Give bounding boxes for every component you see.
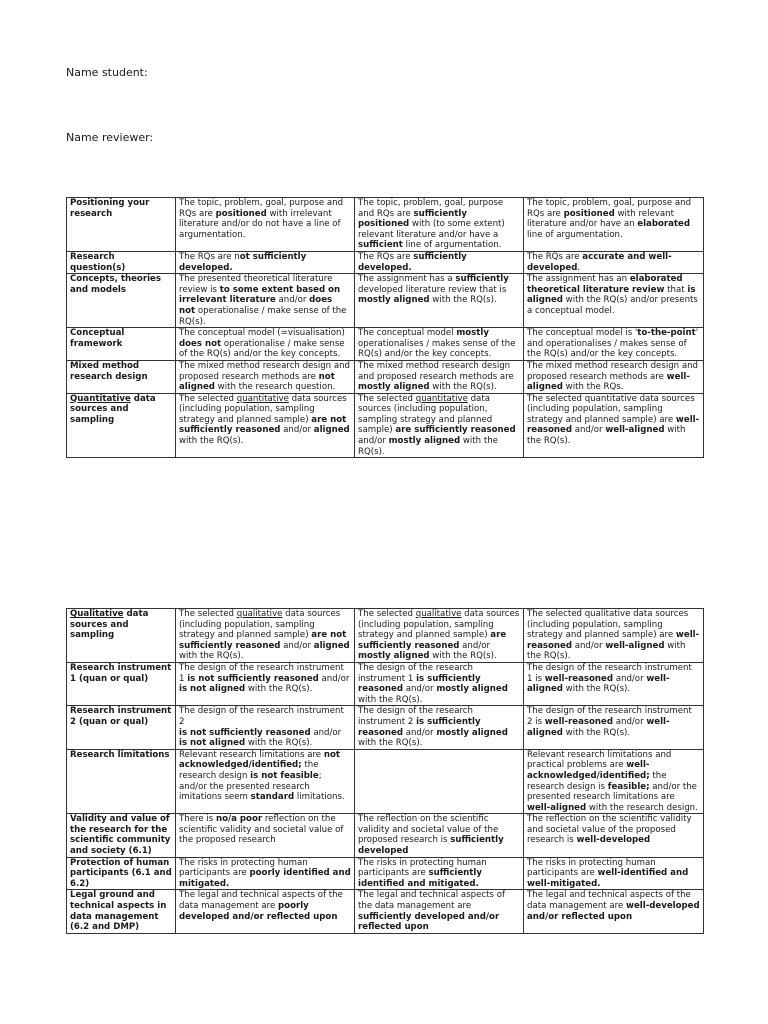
insufficient-cell: The risks in protecting human participants are poorly identified and mitigated. bbox=[176, 857, 355, 890]
sufficient-cell: The selected qualitative data sources (including population, sampling strategy and planned sample) are sufficiently reasoned and/or mostly aligned with the RQ(s). bbox=[355, 609, 524, 663]
rubric-row bbox=[67, 360, 704, 393]
rubric-row bbox=[67, 393, 704, 458]
sufficient-cell: The selected quantitative data sources (including population, sampling strategy and planned sample) are sufficiently reasoned and/or mostly aligned with the RQ(s). bbox=[355, 393, 524, 458]
criterion-cell: Legal ground and technical aspects in data management (6.2 and DMP) bbox=[67, 890, 176, 933]
sufficient-cell: The risks in protecting human participants are sufficiently identified and mitigated. bbox=[355, 857, 524, 890]
good-cell: The risks in protecting human participants are well-identified and well-mitigated. bbox=[524, 857, 704, 890]
insufficient-cell: The selected quantitative data sources (including population, sampling strategy and planned sample) are not sufficiently reasoned and/or aligned with the RQ(s). bbox=[176, 393, 355, 458]
name-reviewer-label: Name reviewer: bbox=[66, 131, 154, 144]
insufficient-cell: The presented theoretical literature review is to some extent based on irrelevant literature and/or does not operationalise / make sense of the RQ(s). bbox=[176, 274, 355, 328]
sufficient-cell: The conceptual model mostly operationalises / makes sense of the RQ(s) and/or the key concepts. bbox=[355, 328, 524, 361]
insufficient-cell: The design of the research instrument 2 is not sufficiently reasoned and/or is not aligned with the RQ(s). bbox=[176, 706, 355, 749]
criterion-cell: Research instrument 2 (quan or qual) bbox=[67, 706, 176, 749]
good-cell: The conceptual model is 'to-the-point' and operationalises / makes sense of the RQ(s) and/or the key concepts. bbox=[524, 328, 704, 361]
sufficient-cell: The topic, problem, goal, purpose and RQs are sufficiently positioned with (to some extent) relevant literature and/or have a sufficient line of argumentation. bbox=[355, 198, 524, 252]
rubric-row bbox=[67, 814, 704, 857]
sufficient-cell: The RQs are sufficiently developed. bbox=[355, 251, 524, 273]
rubric-row bbox=[67, 274, 704, 328]
criterion-cell: Conceptual framework bbox=[67, 328, 176, 361]
insufficient-cell: The legal and technical aspects of the data management are poorly developed and/or reflected upon bbox=[176, 890, 355, 933]
insufficient-cell: The mixed method research design and proposed research methods are not aligned with the research question. bbox=[176, 360, 355, 393]
rubric-row bbox=[67, 251, 704, 273]
rubric-row bbox=[67, 662, 704, 705]
insufficient-cell: There is no/a poor reflection on the scientific validity and societal value of the proposed research bbox=[176, 814, 355, 857]
good-cell: The assignment has an elaborated theoretical literature review that is aligned with the RQ(s) and/or presents a conceptual model. bbox=[524, 274, 704, 328]
rubric-row bbox=[67, 198, 704, 252]
rubric-row bbox=[67, 890, 704, 933]
criterion-cell: Research instrument 1 (quan or qual) bbox=[67, 662, 176, 705]
insufficient-cell: The conceptual model (=visualisation) does not operationalise / make sense of the RQ(s) and/or the key concepts. bbox=[176, 328, 355, 361]
good-cell: The RQs are accurate and well-developed. bbox=[524, 251, 704, 273]
rubric-table-1 bbox=[66, 197, 704, 458]
rubric-table-2 bbox=[66, 608, 704, 934]
good-cell: The reflection on the scientific validity and societal value of the proposed research is well-developed bbox=[524, 814, 704, 857]
insufficient-cell: The selected qualitative data sources (including population, sampling strategy and planned sample) are not sufficiently reasoned and/or aligned with the RQ(s). bbox=[176, 609, 355, 663]
good-cell: The mixed method research design and proposed research methods are well-aligned with the RQs. bbox=[524, 360, 704, 393]
good-cell: The selected qualitative data sources (including population, sampling strategy and planned sample) are well-reasoned and/or well-aligned with the RQ(s). bbox=[524, 609, 704, 663]
good-cell: The design of the research instrument 1 is well-reasoned and/or well-aligned with the RQ(s). bbox=[524, 662, 704, 705]
sufficient-cell: The design of the research instrument 2 is sufficiently reasoned and/or mostly aligned with the RQ(s). bbox=[355, 706, 524, 749]
good-cell: The selected quantitative data sources (including population, sampling strategy and planned sample) are well-reasoned and/or well-aligned with the RQ(s). bbox=[524, 393, 704, 458]
criterion-cell: Protection of human participants (6.1 and 6.2) bbox=[67, 857, 176, 890]
criterion-cell: Quantitative data sources and sampling bbox=[67, 393, 176, 458]
criterion-cell: Qualitative data sources and sampling bbox=[67, 609, 176, 663]
insufficient-cell: The topic, problem, goal, purpose and RQs are positioned with irrelevant literature and/or do not have a line of argumentation. bbox=[176, 198, 355, 252]
rubric-row bbox=[67, 857, 704, 890]
rubric-row bbox=[67, 706, 704, 749]
sufficient-cell: The mixed method research design and proposed research methods are mostly aligned with the RQ(s). bbox=[355, 360, 524, 393]
good-cell: The topic, problem, goal, purpose and RQs are positioned with relevant literature and/or have an elaborated line of argumentation. bbox=[524, 198, 704, 252]
criterion-cell: Mixed method research design bbox=[67, 360, 176, 393]
good-cell: The design of the research instrument 2 is well-reasoned and/or well-aligned with the RQ(s). bbox=[524, 706, 704, 749]
rubric-row bbox=[67, 749, 704, 814]
sufficient-cell: The legal and technical aspects of the data management are sufficiently developed and/or reflected upon bbox=[355, 890, 524, 933]
sufficient-cell bbox=[355, 749, 524, 814]
criterion-cell: Research question(s) bbox=[67, 251, 176, 273]
sufficient-cell: The reflection on the scientific validity and societal value of the proposed research is sufficiently developed bbox=[355, 814, 524, 857]
sufficient-cell: The design of the research instrument 1 is sufficiently reasoned and/or mostly aligned with the RQ(s). bbox=[355, 662, 524, 705]
insufficient-cell: Relevant research limitations are not acknowledged/identified; the research design is not feasible; and/or the presented research imitations seem standard limitations. bbox=[176, 749, 355, 814]
criterion-cell: Validity and value of the research for the scientific community and society (6.1) bbox=[67, 814, 176, 857]
criterion-cell: Positioning your research bbox=[67, 198, 176, 252]
good-cell: The legal and technical aspects of the data management are well-developed and/or reflected upon bbox=[524, 890, 704, 933]
insufficient-cell: The design of the research instrument 1 is not sufficiently reasoned and/or is not aligned with the RQ(s). bbox=[176, 662, 355, 705]
insufficient-cell: The RQs are not sufficiently developed. bbox=[176, 251, 355, 273]
rubric-row bbox=[67, 328, 704, 361]
criterion-cell: Concepts, theories and models bbox=[67, 274, 176, 328]
criterion-cell: Research limitations bbox=[67, 749, 176, 814]
good-cell: Relevant research limitations and practical problems are well-acknowledged/identified; the research design is feasible; and/or the presented research limitations are well-aligned with the research design. bbox=[524, 749, 704, 814]
name-student-label: Name student: bbox=[66, 66, 148, 79]
sufficient-cell: The assignment has a sufficiently developed literature review that is mostly aligned with the RQ(s). bbox=[355, 274, 524, 328]
rubric-row bbox=[67, 609, 704, 663]
